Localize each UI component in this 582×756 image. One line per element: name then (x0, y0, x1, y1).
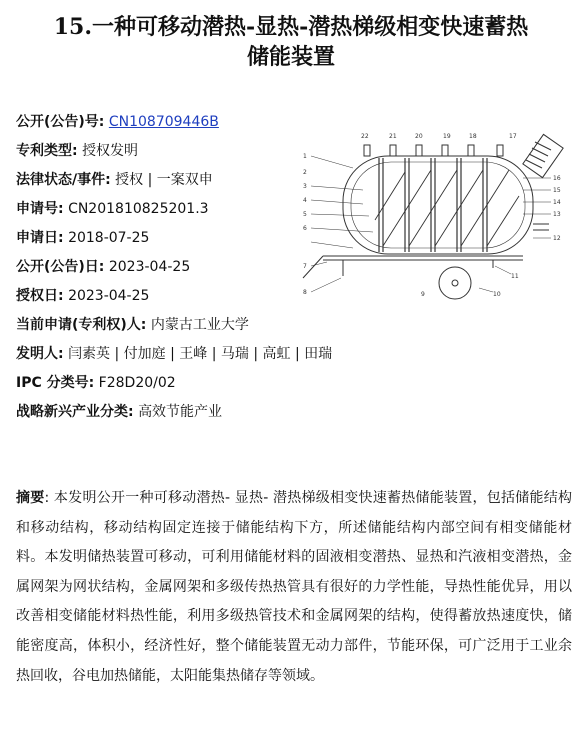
meta-row-app-date (16, 226, 296, 255)
metal-mesh (375, 170, 519, 246)
pub-no-label: 公开(公告)号: (16, 114, 105, 130)
app-no-label: 申请号: (16, 201, 64, 217)
applicant-value: 内蒙古工业大学 (150, 317, 249, 333)
meta-row-status (16, 168, 296, 197)
meta-row-pub-date (16, 255, 296, 284)
type-label: 专利类型: (16, 143, 78, 159)
heat-pipes (379, 158, 487, 252)
tank-inner (351, 162, 525, 248)
fig-label-16: 16 (553, 175, 561, 182)
app-date-value: 2018-07-25 (68, 230, 150, 246)
grant-date-label: 授权日: (16, 288, 64, 304)
status-label: 法律状态/事件: (16, 172, 111, 188)
fig-label-14: 14 (553, 199, 561, 206)
device-drawing (283, 128, 575, 303)
fig-label-18: 18 (469, 133, 477, 140)
cart-frame (303, 256, 523, 278)
meta-row-ipc (16, 371, 296, 400)
fig-label-15: 15 (553, 187, 561, 194)
fig-label-3: 3 (303, 183, 307, 190)
abstract (16, 484, 572, 691)
fig-label-21: 21 (389, 133, 397, 140)
fig-label-11: 11 (511, 273, 519, 280)
app-no-value: CN201810825201.3 (68, 201, 209, 217)
fig-label-13: 13 (553, 211, 561, 218)
inventors-label: 发明人: (16, 346, 64, 362)
pub-date-label: 公开(公告)日: (16, 259, 105, 275)
abstract-label: 摘要 (16, 490, 45, 506)
type-value: 授权发明 (82, 143, 139, 159)
meta-row-pub-no (16, 110, 296, 139)
industry-value: 高效节能产业 (138, 404, 223, 420)
fig-label-6: 6 (303, 225, 307, 232)
cart-wheel (439, 267, 471, 299)
fig-label-7: 7 (303, 263, 307, 270)
patent-title-line2: 储能装置 (246, 44, 335, 70)
fig-label-9: 9 (421, 291, 425, 298)
fig-label-8: 8 (303, 289, 307, 296)
meta-row-type (16, 139, 296, 168)
ipc-value: F28D20/02 (98, 375, 176, 391)
fig-label-10: 10 (493, 291, 501, 298)
fig-label-12: 12 (553, 235, 561, 242)
fig-label-20: 20 (415, 133, 423, 140)
meta-row-applicant (16, 313, 296, 342)
abstract-text: : 本发明公开一种可移动潜热- 显热- 潜热梯级相变快速蓄热储能装置，包括储能结构和移动结构，移动结构固定连接于储能结构下方，所述储能结构内部空间有相变储能材料。本发明储热装置可移动，可利用储能材料的固液相变潜热、显热和汽液相变潜热，金属网架为网状结构，金属网架和多级传热热管具有很好的力学性能，导热性能优异，用以改善相变储能材料热性能，利用多级热管技术和金属网架的结构，使得蓄放热速度快，储能密度高，体积小，经济性好，整个储能装置无动力部件，节能环保，可广泛用于工业余热回收，谷电加热储能，太阳能集热储存等领域。 (16, 490, 573, 684)
patent-figure (283, 128, 575, 303)
top-ports (364, 145, 503, 156)
meta-row-industry (16, 400, 296, 429)
applicant-label: 当前申请(专利权)人: (16, 317, 147, 333)
pub-date-value: 2023-04-25 (108, 259, 191, 275)
inventors-value: 闫素英 | 付加庭 | 王峰 | 马瑞 | 高虹 | 田瑞 (68, 346, 333, 362)
meta-row-inventors (16, 342, 333, 371)
patent-title-line1: 15.一种可移动潜热-显热-潜热梯级相变快速蓄热 (53, 14, 529, 40)
pub-no-link[interactable]: CN108709446B (108, 114, 219, 130)
app-date-label: 申请日: (16, 230, 64, 246)
finned-pipe (523, 134, 563, 177)
meta-row-app-no (16, 197, 296, 226)
fig-label-22: 22 (361, 133, 369, 140)
fig-label-19: 19 (443, 133, 451, 140)
status-value: 授权 | 一案双申 (115, 172, 213, 188)
fig-label-17: 17 (509, 133, 517, 140)
grant-date-value: 2023-04-25 (68, 288, 150, 304)
fig-label-4: 4 (303, 197, 307, 204)
patent-metadata (16, 110, 333, 429)
industry-label: 战略新兴产业分类: (16, 404, 134, 420)
fig-label-5: 5 (303, 211, 307, 218)
ipc-label: IPC 分类号: (16, 375, 95, 391)
patent-title (0, 12, 582, 72)
meta-row-grant-date (16, 284, 296, 313)
tank-body (343, 156, 533, 254)
fig-label-2: 2 (303, 169, 307, 176)
fig-label-1: 1 (303, 153, 307, 160)
wheel-hub (452, 280, 458, 286)
